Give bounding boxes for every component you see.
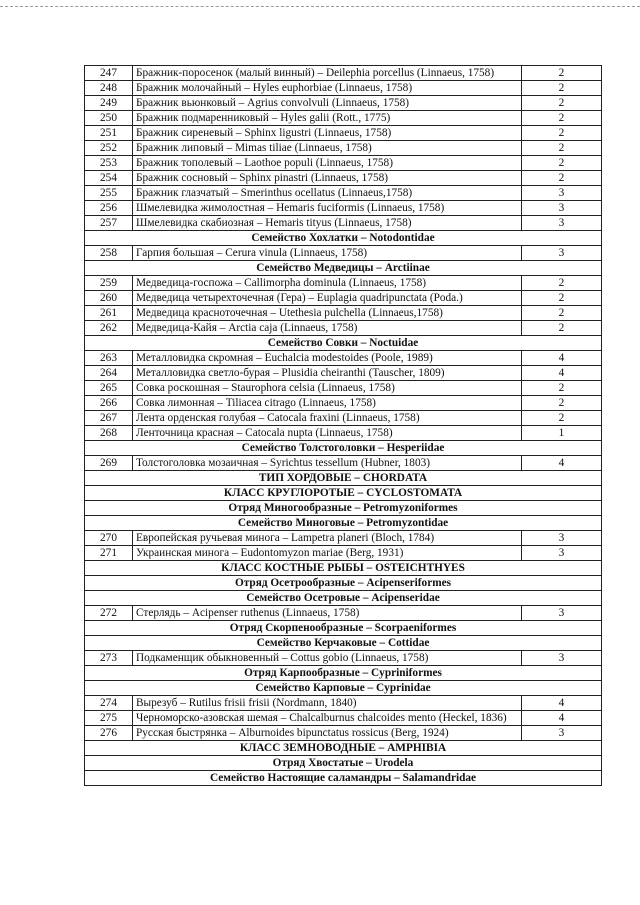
section-header: Семейство Совки – Noctuidae [85, 336, 602, 351]
category-value: 2 [522, 66, 602, 81]
section-header-row [85, 486, 602, 501]
species-row [85, 171, 602, 186]
species-name: Бражник молочайный – Hyles euphorbiae (Linnaeus, 1758) [133, 81, 522, 96]
species-name: Бражник глазчатый – Smerinthus ocellatus (Linnaeus,1758) [133, 186, 522, 201]
species-row [85, 306, 602, 321]
page-top-rule [0, 6, 640, 7]
section-header-row [85, 231, 602, 246]
species-name: Бражник вьюнковый – Agrius convolvuli (Linnaeus, 1758) [133, 96, 522, 111]
section-header: Отряд Осетрообразные – Acipenseriformes [85, 576, 602, 591]
species-number: 265 [85, 381, 133, 396]
species-table [84, 65, 602, 786]
species-row [85, 711, 602, 726]
species-row [85, 66, 602, 81]
category-value: 2 [522, 411, 602, 426]
species-name: Медведица четырехточечная (Гера) – Euplagia quadripunctata (Poda.) [133, 291, 522, 306]
species-number: 267 [85, 411, 133, 426]
species-number: 255 [85, 186, 133, 201]
species-name: Подкаменщик обыкновенный – Cottus gobio (Linnaeus, 1758) [133, 651, 522, 666]
category-value: 3 [522, 246, 602, 261]
species-name: Лента орденская голубая – Catocala fraxini (Linnaeus, 1758) [133, 411, 522, 426]
section-header-row [85, 561, 602, 576]
species-number: 266 [85, 396, 133, 411]
species-number: 260 [85, 291, 133, 306]
species-row [85, 396, 602, 411]
species-name: Шмелевидка жимолостная – Hemaris fuciformis (Linnaeus, 1758) [133, 201, 522, 216]
species-number: 270 [85, 531, 133, 546]
section-header: ТИП ХОРДОВЫЕ – CHORDATA [85, 471, 602, 486]
species-name: Гарпия большая – Cerura vinula (Linnaeus, 1758) [133, 246, 522, 261]
category-value: 3 [522, 651, 602, 666]
species-number: 258 [85, 246, 133, 261]
species-row [85, 696, 602, 711]
category-value: 4 [522, 351, 602, 366]
species-number: 247 [85, 66, 133, 81]
species-number: 271 [85, 546, 133, 561]
species-name: Медведица-Кайя – Arctia caja (Linnaeus, 1758) [133, 321, 522, 336]
section-header-row [85, 576, 602, 591]
section-header-row [85, 681, 602, 696]
section-header-row [85, 666, 602, 681]
section-header-row [85, 636, 602, 651]
species-number: 263 [85, 351, 133, 366]
species-name: Медведица красноточечная – Utethesia pulchella (Linnaeus,1758) [133, 306, 522, 321]
species-row [85, 651, 602, 666]
category-value: 2 [522, 306, 602, 321]
species-name: Металловидка светло-бурая – Plusidia cheiranthi (Tauscher, 1809) [133, 366, 522, 381]
species-table-body [85, 66, 602, 786]
category-value: 2 [522, 96, 602, 111]
species-number: 256 [85, 201, 133, 216]
section-header: КЛАСС ЗЕМНОВОДНЫЕ – AMPHIBIA [85, 741, 602, 756]
species-row [85, 456, 602, 471]
species-number: 275 [85, 711, 133, 726]
species-row [85, 201, 602, 216]
category-value: 2 [522, 156, 602, 171]
species-number: 261 [85, 306, 133, 321]
category-value: 2 [522, 81, 602, 96]
category-value: 3 [522, 606, 602, 621]
species-row [85, 96, 602, 111]
section-header: Семейство Настоящие саламандры – Salamandridae [85, 771, 602, 786]
species-row [85, 351, 602, 366]
species-name: Стерлядь – Acipenser ruthenus (Linnaeus, 1758) [133, 606, 522, 621]
section-header-row [85, 621, 602, 636]
species-row [85, 726, 602, 741]
section-header: КЛАСС КОСТНЫЕ РЫБЫ – OSTEICHTHYES [85, 561, 602, 576]
species-name: Черноморско-азовская шемая – Chalcalburnus chalcoides mento (Heckel, 1836) [133, 711, 522, 726]
category-value: 2 [522, 141, 602, 156]
species-number: 254 [85, 171, 133, 186]
category-value: 1 [522, 426, 602, 441]
species-row [85, 156, 602, 171]
category-value: 4 [522, 366, 602, 381]
species-name: Бражник тополевый – Laothoe populi (Linnaeus, 1758) [133, 156, 522, 171]
section-header: Семейство Медведицы – Arctiinae [85, 261, 602, 276]
species-number: 257 [85, 216, 133, 231]
section-header: Отряд Скорпенообразные – Scorpaeniformes [85, 621, 602, 636]
species-number: 250 [85, 111, 133, 126]
category-value: 4 [522, 696, 602, 711]
species-name: Украинская минога – Eudontomyzon mariae (Berg, 1931) [133, 546, 522, 561]
species-number: 268 [85, 426, 133, 441]
section-header: Отряд Хвостатые – Urodela [85, 756, 602, 771]
species-number: 249 [85, 96, 133, 111]
species-number: 276 [85, 726, 133, 741]
category-value: 2 [522, 111, 602, 126]
section-header-row [85, 741, 602, 756]
species-row [85, 141, 602, 156]
species-row [85, 321, 602, 336]
species-row [85, 216, 602, 231]
species-row [85, 246, 602, 261]
species-name: Ленточница красная – Catocala nupta (Linnaeus, 1758) [133, 426, 522, 441]
species-name: Бражник сиреневый – Sphinx ligustri (Linnaeus, 1758) [133, 126, 522, 141]
section-header-row [85, 591, 602, 606]
species-name: Бражник сосновый – Sphinx pinastri (Linnaeus, 1758) [133, 171, 522, 186]
species-name: Толстоголовка мозаичная – Syrichtus tessellum (Hubner, 1803) [133, 456, 522, 471]
species-number: 272 [85, 606, 133, 621]
species-row [85, 426, 602, 441]
category-value: 2 [522, 291, 602, 306]
category-value: 2 [522, 381, 602, 396]
species-number: 273 [85, 651, 133, 666]
section-header: Семейство Карповые – Cyprinidae [85, 681, 602, 696]
species-number: 252 [85, 141, 133, 156]
species-number: 259 [85, 276, 133, 291]
section-header-row [85, 771, 602, 786]
category-value: 2 [522, 126, 602, 141]
category-value: 3 [522, 546, 602, 561]
section-header-row [85, 501, 602, 516]
category-value: 2 [522, 396, 602, 411]
species-name: Металловидка скромная – Euchalcia modestoides (Poole, 1989) [133, 351, 522, 366]
species-number: 274 [85, 696, 133, 711]
category-value: 3 [522, 201, 602, 216]
species-name: Совка лимонная – Tiliacea citrago (Linnaeus, 1758) [133, 396, 522, 411]
species-number: 253 [85, 156, 133, 171]
species-name: Совка роскошная – Staurophora celsia (Linnaeus, 1758) [133, 381, 522, 396]
species-name: Бражник-поросенок (малый винный) – Deilephia porcellus (Linnaeus, 1758) [133, 66, 522, 81]
category-value: 2 [522, 321, 602, 336]
section-header: Семейство Осетровые – Acipenseridae [85, 591, 602, 606]
species-row [85, 126, 602, 141]
species-row [85, 291, 602, 306]
section-header-row [85, 516, 602, 531]
species-number: 264 [85, 366, 133, 381]
species-row [85, 531, 602, 546]
species-name: Европейская ручьевая минога – Lampetra planeri (Bloch, 1784) [133, 531, 522, 546]
species-name: Бражник липовый – Mimas tiliae (Linnaeus, 1758) [133, 141, 522, 156]
species-name: Шмелевидка скабиозная – Hemaris tityus (Linnaeus, 1758) [133, 216, 522, 231]
species-name: Русская быстрянка – Alburnoides bipunctatus rossicus (Berg, 1924) [133, 726, 522, 741]
category-value: 2 [522, 171, 602, 186]
species-row [85, 546, 602, 561]
category-value: 4 [522, 456, 602, 471]
category-value: 4 [522, 711, 602, 726]
section-header: Семейство Керчаковые – Cottidae [85, 636, 602, 651]
species-row [85, 81, 602, 96]
section-header: Отряд Миногообразные – Petromyzoniformes [85, 501, 602, 516]
category-value: 3 [522, 726, 602, 741]
section-header: Семейство Толстоголовки – Hesperiidae [85, 441, 602, 456]
section-header-row [85, 471, 602, 486]
section-header: Отряд Карпообразные – Cypriniformes [85, 666, 602, 681]
species-row [85, 411, 602, 426]
category-value: 3 [522, 531, 602, 546]
category-value: 3 [522, 186, 602, 201]
species-name: Вырезуб – Rutilus frisii frisii (Nordmann, 1840) [133, 696, 522, 711]
species-row [85, 276, 602, 291]
section-header-row [85, 336, 602, 351]
section-header: Семейство Хохлатки – Notodontidae [85, 231, 602, 246]
category-value: 3 [522, 216, 602, 231]
species-number: 251 [85, 126, 133, 141]
section-header-row [85, 261, 602, 276]
species-row [85, 366, 602, 381]
species-row [85, 381, 602, 396]
section-header-row [85, 441, 602, 456]
species-name: Бражник подмаренниковый – Hyles galii (Rott., 1775) [133, 111, 522, 126]
species-number: 262 [85, 321, 133, 336]
section-header: Семейство Миноговые – Petromyzontidae [85, 516, 602, 531]
species-number: 248 [85, 81, 133, 96]
species-number: 269 [85, 456, 133, 471]
species-row [85, 186, 602, 201]
section-header: КЛАСС КРУГЛОРОТЫЕ – CYCLOSTOMATA [85, 486, 602, 501]
species-name: Медведица-госпожа – Callimorpha dominula (Linnaeus, 1758) [133, 276, 522, 291]
species-row [85, 606, 602, 621]
category-value: 2 [522, 276, 602, 291]
species-row [85, 111, 602, 126]
section-header-row [85, 756, 602, 771]
